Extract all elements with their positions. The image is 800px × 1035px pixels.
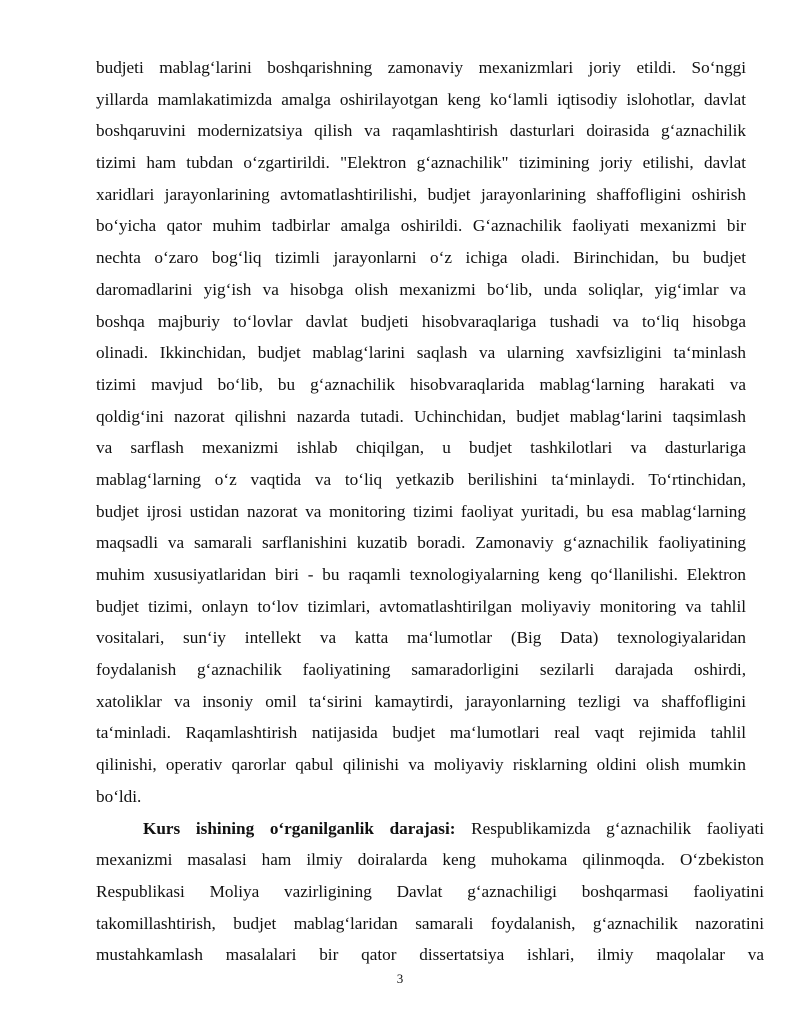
text-line: foydalanish g‘aznachilik faoliyatining samaradorligini sezilarli darajada oshirdi, (96, 660, 746, 680)
text-line: qilinishi, operativ qarorlar qabul qilinishi va moliyaviy risklarning oldini olish mumkin (96, 755, 746, 775)
text-line: Respublikasi Moliya vazirligining Davlat g‘aznachiligi boshqarmasi faoliyatini (96, 881, 764, 901)
text-line: daromadlarini yig‘ish va hisobga olish mexanizmi bo‘lib, unda soliqlar, yig‘imlar va (96, 279, 746, 299)
text-line: mexanizmi masalasi ham ilmiy doiralarda keng muhokama qilinmoqda. O‘zbekiston (96, 850, 764, 870)
text-line: nechta o‘zaro bog‘liq tizimli jarayonlarni o‘z ichiga oladi. Birinchidan, bu budjet (96, 248, 746, 268)
text-line: bo‘yicha qator muhim tadbirlar amalga oshirildi. G‘aznachilik faoliyati mexanizmi bir (96, 216, 746, 236)
text-line: mustahkamlash masalalari bir qator dissertatsiya ishlari, ilmiy maqolalar va (96, 945, 764, 965)
text-line: budjet ijrosi ustidan nazorat va monitoring tizimi faoliyat yuritadi, bu esa mablag‘larning (96, 501, 746, 521)
text-line: boshqaruvini modernizatsiya qilish va raqamlashtirish dasturlari doirasida g‘aznachilik (96, 121, 746, 141)
text-line: bo‘ldi. (96, 786, 142, 806)
text-line: budjeti mablag‘larini boshqarishning zamonaviy mexanizmlari joriy etildi. So‘nggi (96, 58, 746, 77)
text-line: tizimi ham tubdan o‘zgartirildi. "Elektron g‘aznachilik" tizimining joriy etilishi, davlat (96, 153, 746, 173)
section-first-line (96, 813, 764, 845)
text-line: yillarda mamlakatimizda amalga oshirilayotgan keng ko‘lamli iqtisodiy islohotlar, davlat (96, 89, 746, 109)
section-first-line-text: Respublikamizda g‘aznachilik faoliyati (455, 818, 764, 838)
body-text (96, 52, 764, 971)
text-line: olinadi. Ikkinchidan, budjet mablag‘larini saqlash va ularning xavfsizligini ta‘minlash (96, 343, 746, 363)
section-heading: Kurs ishining o‘rganilganlik darajasi: (143, 818, 456, 838)
text-line: qoldig‘ini nazorat qilishni nazarda tutadi. Uchinchidan, budjet mablag‘larini taqsimlash (96, 406, 746, 426)
text-line: muhim xususiyatlaridan biri - bu raqamli texnologiyalarning keng qo‘llanilishi. Elektron (96, 565, 746, 584)
text-line: boshqa majburiy to‘lovlar davlat budjeti hisobvaraqlariga tushadi va to‘liq hisobga (96, 311, 746, 331)
page-number: 3 (396, 971, 404, 986)
text-line: maqsadli va samarali sarflanishini kuzatib boradi. Zamonaviy g‘aznachilik faoliyatining (96, 533, 746, 553)
text-line: va sarflash mexanizmi ishlab chiqilgan, u budjet tashkilotlari va dasturlariga (96, 438, 746, 458)
text-line: vositalari, sun‘iy intellekt va katta ma‘lumotlar (Big Data) texnologiyalaridan (96, 628, 746, 648)
text-line: budjet tizimi, onlayn to‘lov tizimlari, avtomatlashtirilgan moliyaviy monitoring va tahlil (96, 596, 746, 616)
text-line: ta‘minladi. Raqamlashtirish natijasida budjet ma‘lumotlari real vaqt rejimida tahlil (96, 723, 746, 743)
text-line: tizimi mavjud bo‘lib, bu g‘aznachilik hisobvaraqlarida mablag‘larning harakati va (96, 374, 746, 394)
text-line: xaridlari jarayonlarining avtomatlashtirilishi, budjet jarayonlarining shaffofligini oshirish (96, 184, 746, 204)
text-line: takomillashtirish, budjet mablag‘laridan samarali foydalanish, g‘aznachilik nazoratini (96, 913, 764, 933)
text-line: xatoliklar va insoniy omil ta‘sirini kamaytirdi, jarayonlarning tezligi va shaffofligini (96, 691, 746, 711)
text-line: mablag‘larning o‘z vaqtida va to‘liq yetkazib berilishini ta‘minlaydi. To‘rtinchidan, (96, 469, 746, 489)
